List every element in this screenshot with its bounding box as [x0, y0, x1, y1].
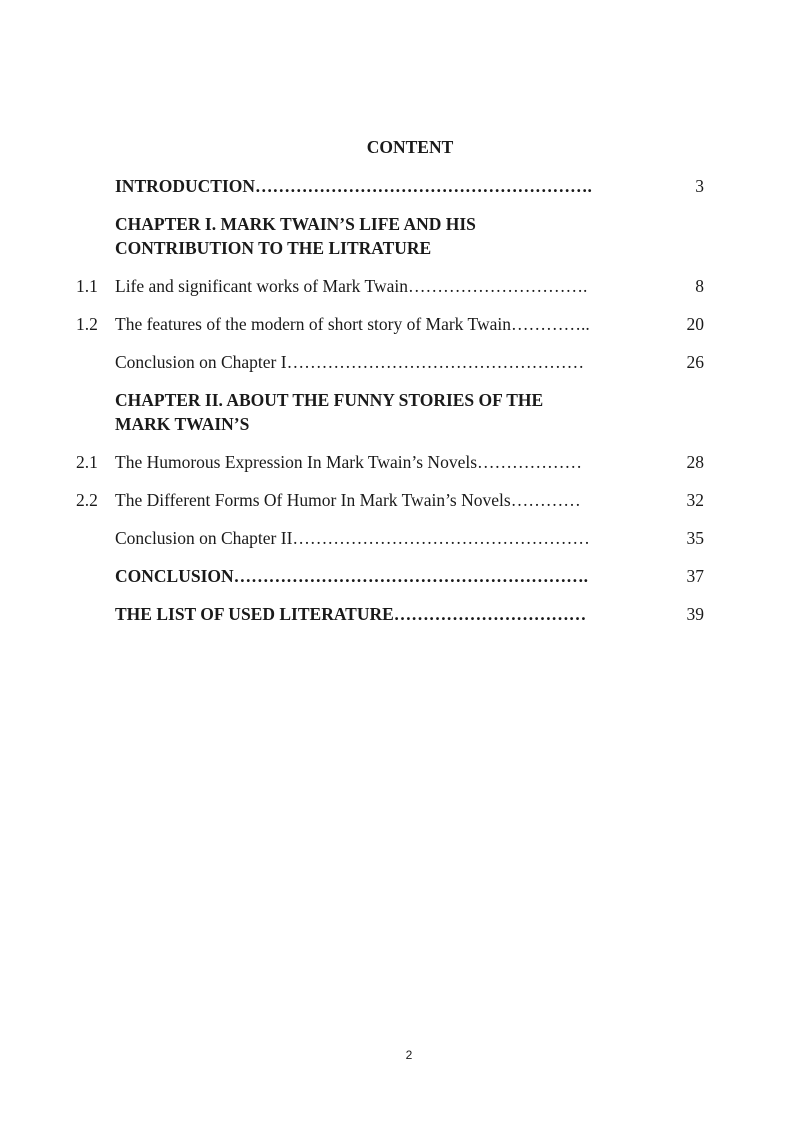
- toc-entry-1-1[interactable]: [76, 274, 708, 298]
- toc-entry-page: 32: [686, 490, 704, 510]
- toc-entry-conclusion[interactable]: [76, 564, 708, 588]
- toc-entry-page: 26: [686, 352, 704, 372]
- toc-entry-number: 2.2: [76, 490, 98, 510]
- toc-entry-conclusion-chapter-2[interactable]: [76, 526, 708, 550]
- toc-entry-2-2[interactable]: [76, 488, 708, 512]
- toc-entry-title: Conclusion on Chapter II……………………………………………: [115, 528, 590, 548]
- toc-entry-title: INTRODUCTION………………………………………………….: [115, 176, 592, 196]
- toc-entry-title: Life and significant works of Mark Twain………………………….: [115, 276, 588, 296]
- toc-entry-chapter-2[interactable]: [76, 388, 708, 436]
- page-title: CONTENT: [366, 137, 454, 157]
- toc-entry-introduction[interactable]: [76, 174, 708, 198]
- toc-entry-number: 1.1: [76, 276, 98, 296]
- toc-entry-page: 3: [695, 176, 704, 196]
- toc-entry-number: 2.1: [76, 452, 98, 472]
- toc-entry-page: 39: [686, 604, 704, 624]
- toc-entry-title: The Different Forms Of Humor In Mark Twain’s Novels…………: [115, 490, 581, 510]
- toc-entry-title: CHAPTER II. ABOUT THE FUNNY STORIES OF THE MARK TWAIN’S: [115, 390, 544, 434]
- toc-entry-page: 35: [686, 528, 704, 548]
- toc-entry-page: 28: [686, 452, 704, 472]
- table-of-contents: [76, 174, 708, 640]
- toc-entry-conclusion-chapter-1[interactable]: [76, 350, 708, 374]
- toc-entry-title: The features of the modern of short story of Mark Twain…………..: [115, 314, 590, 334]
- toc-entry-title: The Humorous Expression In Mark Twain’s Novels………………: [115, 452, 583, 472]
- toc-entry-title: THE LIST OF USED LITERATURE……………………………: [115, 604, 587, 624]
- toc-entry-chapter-1[interactable]: [76, 212, 708, 260]
- page-number: 2: [405, 1048, 413, 1062]
- toc-entry-literature[interactable]: [76, 602, 708, 626]
- toc-entry-1-2[interactable]: [76, 312, 708, 336]
- toc-entry-page: 20: [686, 314, 704, 334]
- toc-entry-page: 37: [686, 566, 704, 586]
- toc-entry-number: 1.2: [76, 314, 98, 334]
- toc-entry-title: CHAPTER I. MARK TWAIN’S LIFE AND HIS CONTRIBUTION TO THE LITRATURE: [115, 214, 476, 258]
- toc-entry-title: CONCLUSION…………………………………………………….: [115, 566, 589, 586]
- toc-entry-title: Conclusion on Chapter I……………………………………………: [115, 352, 585, 372]
- toc-entry-2-1[interactable]: [76, 450, 708, 474]
- toc-entry-page: 8: [695, 276, 704, 296]
